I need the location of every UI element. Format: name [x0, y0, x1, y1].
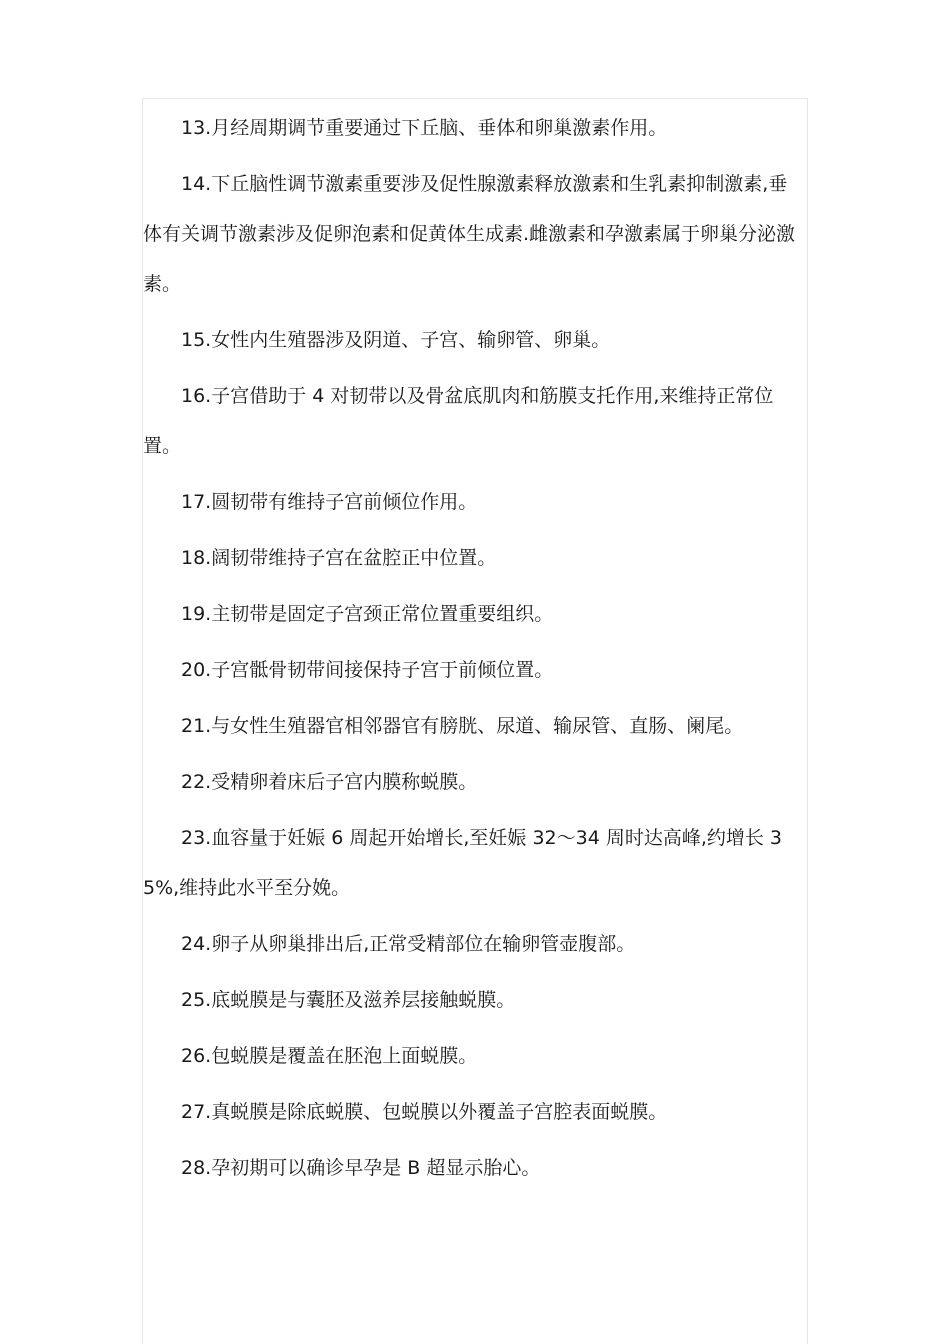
paragraph-16: 16.子宫借助于 4 对韧带以及骨盆底肌肉和筋膜支托作用,来维持正常位置。: [143, 385, 774, 457]
paragraph-27: 27.真蜕膜是除底蜕膜、包蜕膜以外覆盖子宫腔表面蜕膜。: [181, 1101, 668, 1123]
paragraph-26: 26.包蜕膜是覆盖在胚泡上面蜕膜。: [181, 1045, 478, 1067]
paragraph-22: 22.受精卵着床后子宫内膜称蜕膜。: [181, 771, 478, 793]
paragraph-28: 28.孕初期可以确诊早孕是 B 超显示胎心。: [181, 1157, 541, 1179]
paragraph-15: 15.女性内生殖器涉及阴道、子宫、输卵管、卵巢。: [181, 329, 611, 351]
paragraph-25: 25.底蜕膜是与囊胚及滋养层接触蜕膜。: [181, 989, 516, 1011]
paragraph-20: 20.子宫骶骨韧带间接保持子宫于前倾位置。: [181, 659, 554, 681]
paragraph-24: 24.卵子从卵巢排出后,正常受精部位在输卵管壶腹部。: [181, 933, 636, 955]
paragraph-17: 17.圆韧带有维持子宫前倾位作用。: [181, 491, 478, 513]
paragraph-21: 21.与女性生殖器官相邻器官有膀胱、尿道、输尿管、直肠、阑尾。: [181, 715, 744, 737]
paragraph-23: 23.血容量于妊娠 6 周起开始增长,至妊娠 32～34 周时达高峰,约增长 35%,维持此水平至分娩。: [143, 827, 783, 899]
paragraph-14: 14.下丘脑性调节激素重要涉及促性腺激素释放激素和生乳素抑制激素,垂体有关调节激素涉及促卵泡素和促黄体生成素.雌激素和孕激素属于卵巢分泌激素。: [143, 173, 796, 295]
document-body: [143, 103, 803, 1199]
paragraph-18: 18.阔韧带维持子宫在盆腔正中位置。: [181, 547, 497, 569]
paragraph-19: 19.主韧带是固定子宫颈正常位置重要组织。: [181, 603, 554, 625]
paragraph-13: 13.月经周期调节重要通过下丘脑、垂体和卵巢激素作用。: [181, 117, 668, 139]
